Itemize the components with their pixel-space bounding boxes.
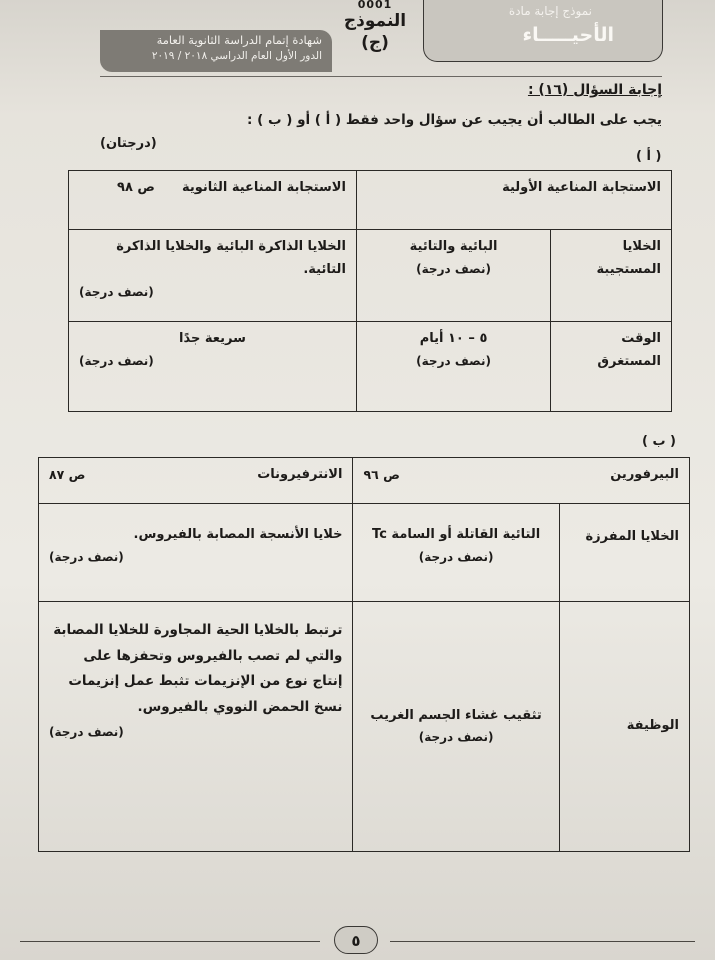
secondary-cell	[69, 230, 357, 322]
primary-cell	[356, 230, 550, 322]
table-b-header-row	[39, 458, 690, 504]
cell-text: تثقيب غشاء الجسم الغريب	[370, 707, 542, 723]
part-a-label: ( أ )	[636, 149, 662, 164]
perforin-cell	[353, 602, 559, 852]
mark-note: (نصف درجة)	[418, 549, 494, 564]
mark-note: (نصف درجة)	[49, 549, 124, 564]
interferon-cell	[39, 602, 353, 852]
row-heading: الوقت المستغرق	[597, 331, 661, 369]
page-reference: ص ٨٧	[49, 467, 86, 482]
comparison-table-b	[38, 457, 690, 852]
perforin-cell	[353, 504, 559, 602]
part-b-label: ( ب )	[642, 434, 676, 449]
model-value: (ج)	[361, 33, 389, 53]
mark-note: (نصف درجة)	[418, 730, 494, 745]
question-instruction: يجب على الطالب أن يجيب عن سؤال واحد فقط ( أ ) أو ( ب ) :	[246, 112, 662, 128]
subject-caption: نموذج إجابة مادة	[508, 4, 592, 18]
table-row	[39, 504, 690, 602]
secondary-cell	[69, 322, 357, 412]
cell-text: الخلايا الذاكرة البائية والخلايا الذاكرة التائية.	[116, 239, 346, 277]
row-heading: الخلايا المفرزة	[585, 529, 679, 544]
primary-cell	[356, 322, 550, 412]
row-heading: الوظيفة	[626, 718, 679, 734]
model-code: 0001	[357, 0, 393, 11]
row-heading: الخلايا المستجيبة	[596, 239, 661, 277]
header-divider	[100, 76, 662, 77]
page-reference: ص ٩٦	[363, 467, 400, 482]
primary-response-heading: الاستجابة المناعية الأولية	[502, 180, 661, 195]
footer-rule-left	[20, 941, 320, 942]
subject-banner	[423, 0, 663, 62]
table-row	[69, 322, 672, 412]
certificate-banner	[100, 30, 332, 72]
mark-note: (نصف درجة)	[79, 353, 154, 368]
table-row	[69, 230, 672, 322]
row-heading-cell	[559, 504, 689, 602]
mark-note: (نصف درجة)	[49, 724, 124, 739]
page-reference: ص ٩٨	[117, 180, 155, 195]
interferon-heading: الانترفيرونات	[257, 467, 343, 482]
row-heading-cell	[551, 322, 672, 412]
secondary-response-heading: الاستجابة المناعية الثانوية	[181, 180, 346, 195]
page-number: ٥	[334, 926, 378, 954]
table-a-header-row	[69, 171, 672, 230]
row-heading-cell	[551, 230, 672, 322]
model-box	[335, 0, 415, 70]
mark-note: (نصف درجة)	[416, 261, 491, 276]
cell-text: ترتبط بالخلايا الحية المجاورة للخلايا المصابة والتي لم تصب بالفيروس وتحفزها على إنتاج نوع من الإنزيمات تثبط عمل إنزيمات نسخ الحمض النووي بالفيروس.	[53, 622, 343, 715]
question-marks: (درجتان)	[100, 136, 157, 151]
table-b-interferon-header	[39, 458, 353, 504]
row-heading-cell	[559, 602, 689, 852]
mark-note: (نصف درجة)	[416, 353, 491, 368]
cell-text: البائية والتائية	[409, 239, 498, 254]
table-row	[39, 602, 690, 852]
interferon-cell	[39, 504, 353, 602]
comparison-table-a	[68, 170, 672, 412]
table-b-perforin-header	[353, 458, 690, 504]
table-a-secondary-header	[69, 171, 357, 230]
certificate-title: شهادة إتمام الدراسة الثانوية العامة	[156, 33, 322, 47]
perforin-heading: البيرفورين	[610, 467, 679, 482]
subject-title: الأحيـــــاء	[522, 24, 614, 46]
model-label: النموذج	[343, 11, 407, 31]
mark-note: (نصف درجة)	[79, 284, 154, 299]
exam-session: الدور الأول العام الدراسي ٢٠١٨ / ٢٠١٩	[151, 50, 322, 62]
cell-text: سريعة جدًا	[179, 331, 246, 346]
cell-text: التائية القاتلة أو السامة Tc	[372, 527, 541, 542]
question-title: إجابة السؤال (١٦) :	[527, 82, 662, 98]
cell-text: خلايا الأنسجة المصابة بالفيروس.	[133, 527, 343, 542]
table-a-primary-header	[356, 171, 671, 230]
footer-rule-right	[390, 941, 695, 942]
cell-text: ٥ – ١٠ أيام	[419, 331, 488, 346]
